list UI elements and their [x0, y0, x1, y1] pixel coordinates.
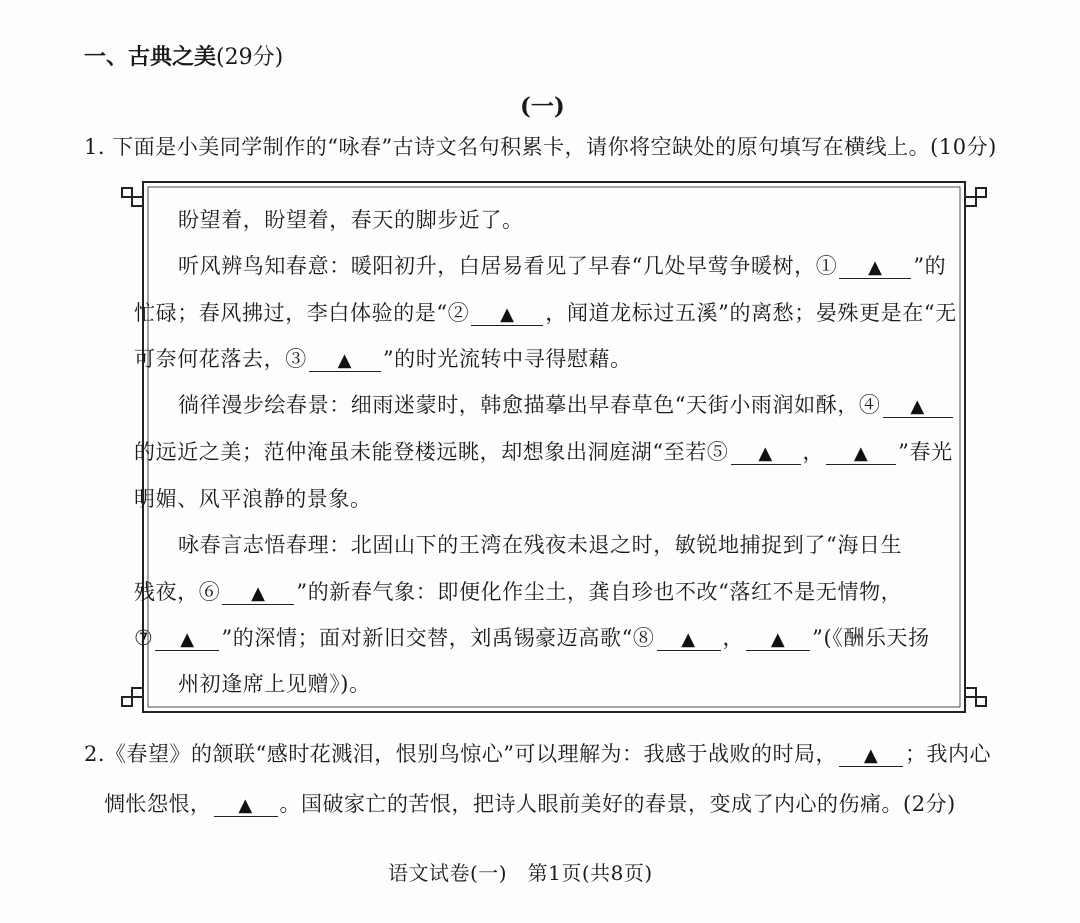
card-text: ， [802, 440, 825, 464]
card-line-11: 州初逢席上见赠》)。 [178, 672, 371, 696]
answer-blank-4[interactable] [883, 395, 953, 418]
section-score: (29分) [216, 45, 284, 70]
part-title: (一) [520, 93, 565, 120]
card-text: ，闻道龙标过五溪”的离愁；晏殊更是在“无 [545, 301, 957, 325]
card-line-8: 咏春言志悟春理：北固山下的王湾在残夜未退之时，敏锐地捕捉到了“海日生 [178, 533, 903, 557]
card-text: 的远近之美；范仲淹虽未能登楼远眺，却想象出洞庭湖“至若⑤ [134, 440, 729, 464]
answer-blank-3[interactable] [309, 349, 381, 372]
blank-marker: ▲ [500, 304, 515, 325]
blank-marker: ▲ [770, 629, 786, 650]
q2-text: ；我内心 [905, 742, 992, 766]
card-text: ⑦ [134, 626, 154, 650]
blank-marker: ▲ [863, 745, 879, 766]
answer-blank-7[interactable] [155, 628, 219, 651]
card-line-9 [134, 576, 902, 606]
blank-marker: ▲ [180, 629, 195, 650]
card-text: ”的 [913, 254, 947, 278]
card-line-10 [134, 622, 930, 652]
blank-marker: ▲ [251, 583, 266, 604]
card-text: 忙碌；春风拂过，李白体验的是“② [134, 301, 470, 325]
page-footer: 语文试卷(一) 第1页(共8页) [388, 861, 653, 885]
card-line-1: 盼望着，盼望着，春天的脚步近了。 [178, 208, 524, 232]
card-line-5 [178, 389, 955, 419]
answer-blank-8b[interactable] [746, 628, 810, 651]
question-2-line-2 [104, 788, 956, 818]
card-line-2 [178, 250, 946, 280]
blank-marker: ▲ [337, 350, 353, 371]
card-text: ”(《酬乐天扬 [812, 626, 930, 650]
answer-blank-q2a[interactable] [839, 744, 903, 767]
answer-blank-1[interactable] [839, 256, 911, 279]
blank-marker: ▲ [853, 443, 869, 464]
card-text: ， [722, 626, 745, 650]
card-text: ”的新春气象：即便化作尘土，龚自珍也不改“落红不是无情物， [296, 580, 903, 604]
card-text: ”的时光流转中寻得慰藉。 [382, 347, 632, 371]
card-text: ”的深情；面对新旧交替，刘禹锡豪迈高歌“⑧ [221, 626, 655, 650]
blank-marker: ▲ [910, 396, 925, 417]
q2-text: 2.《春望》的颔联“感时花溅泪，恨别鸟惊心”可以理解为：我感于战败的时局， [84, 742, 838, 766]
card-text: 徜徉漫步绘春景：细雨迷蒙时，韩愈描摹出早春草色“天街小雨润如酥，④ [178, 393, 881, 417]
blank-marker: ▲ [868, 257, 883, 278]
card-text: 可奈何花落去，③ [134, 347, 307, 371]
answer-blank-5a[interactable] [731, 442, 801, 465]
q2-text: 惆怅怨恨， [104, 792, 212, 816]
section-title-text: 一、古典之美 [84, 44, 217, 70]
card-line-6 [134, 436, 953, 466]
card-text: ”春光 [898, 440, 953, 464]
card-text: 听风辨鸟知春意：暖阳初升，白居易看见了早春“几处早莺争暖树，① [178, 254, 838, 278]
answer-blank-q2b[interactable] [214, 794, 278, 817]
card-text: 残夜，⑥ [134, 580, 221, 604]
q2-text: 。国破家亡的苦恨，把诗人眼前美好的春景，变成了内心的伤痛。(2分) [279, 792, 956, 816]
blank-marker: ▲ [758, 443, 773, 464]
answer-blank-2[interactable] [471, 303, 543, 326]
blank-marker: ▲ [681, 629, 696, 650]
card-line-3 [134, 297, 957, 327]
question-2-line-1 [84, 738, 991, 768]
question-1-prompt: 1. 下面是小美同学制作的“咏春”古诗文名句积累卡，请你将空缺处的原句填写在横线上。(10分) [84, 135, 997, 159]
card-line-7: 明媚、风平浪静的景象。 [134, 487, 372, 511]
answer-blank-8a[interactable] [657, 628, 721, 651]
answer-blank-6[interactable] [222, 582, 294, 605]
answer-blank-5b[interactable] [826, 442, 896, 465]
blank-marker: ▲ [238, 795, 253, 816]
section-title [84, 40, 283, 71]
card-line-4 [134, 343, 632, 373]
